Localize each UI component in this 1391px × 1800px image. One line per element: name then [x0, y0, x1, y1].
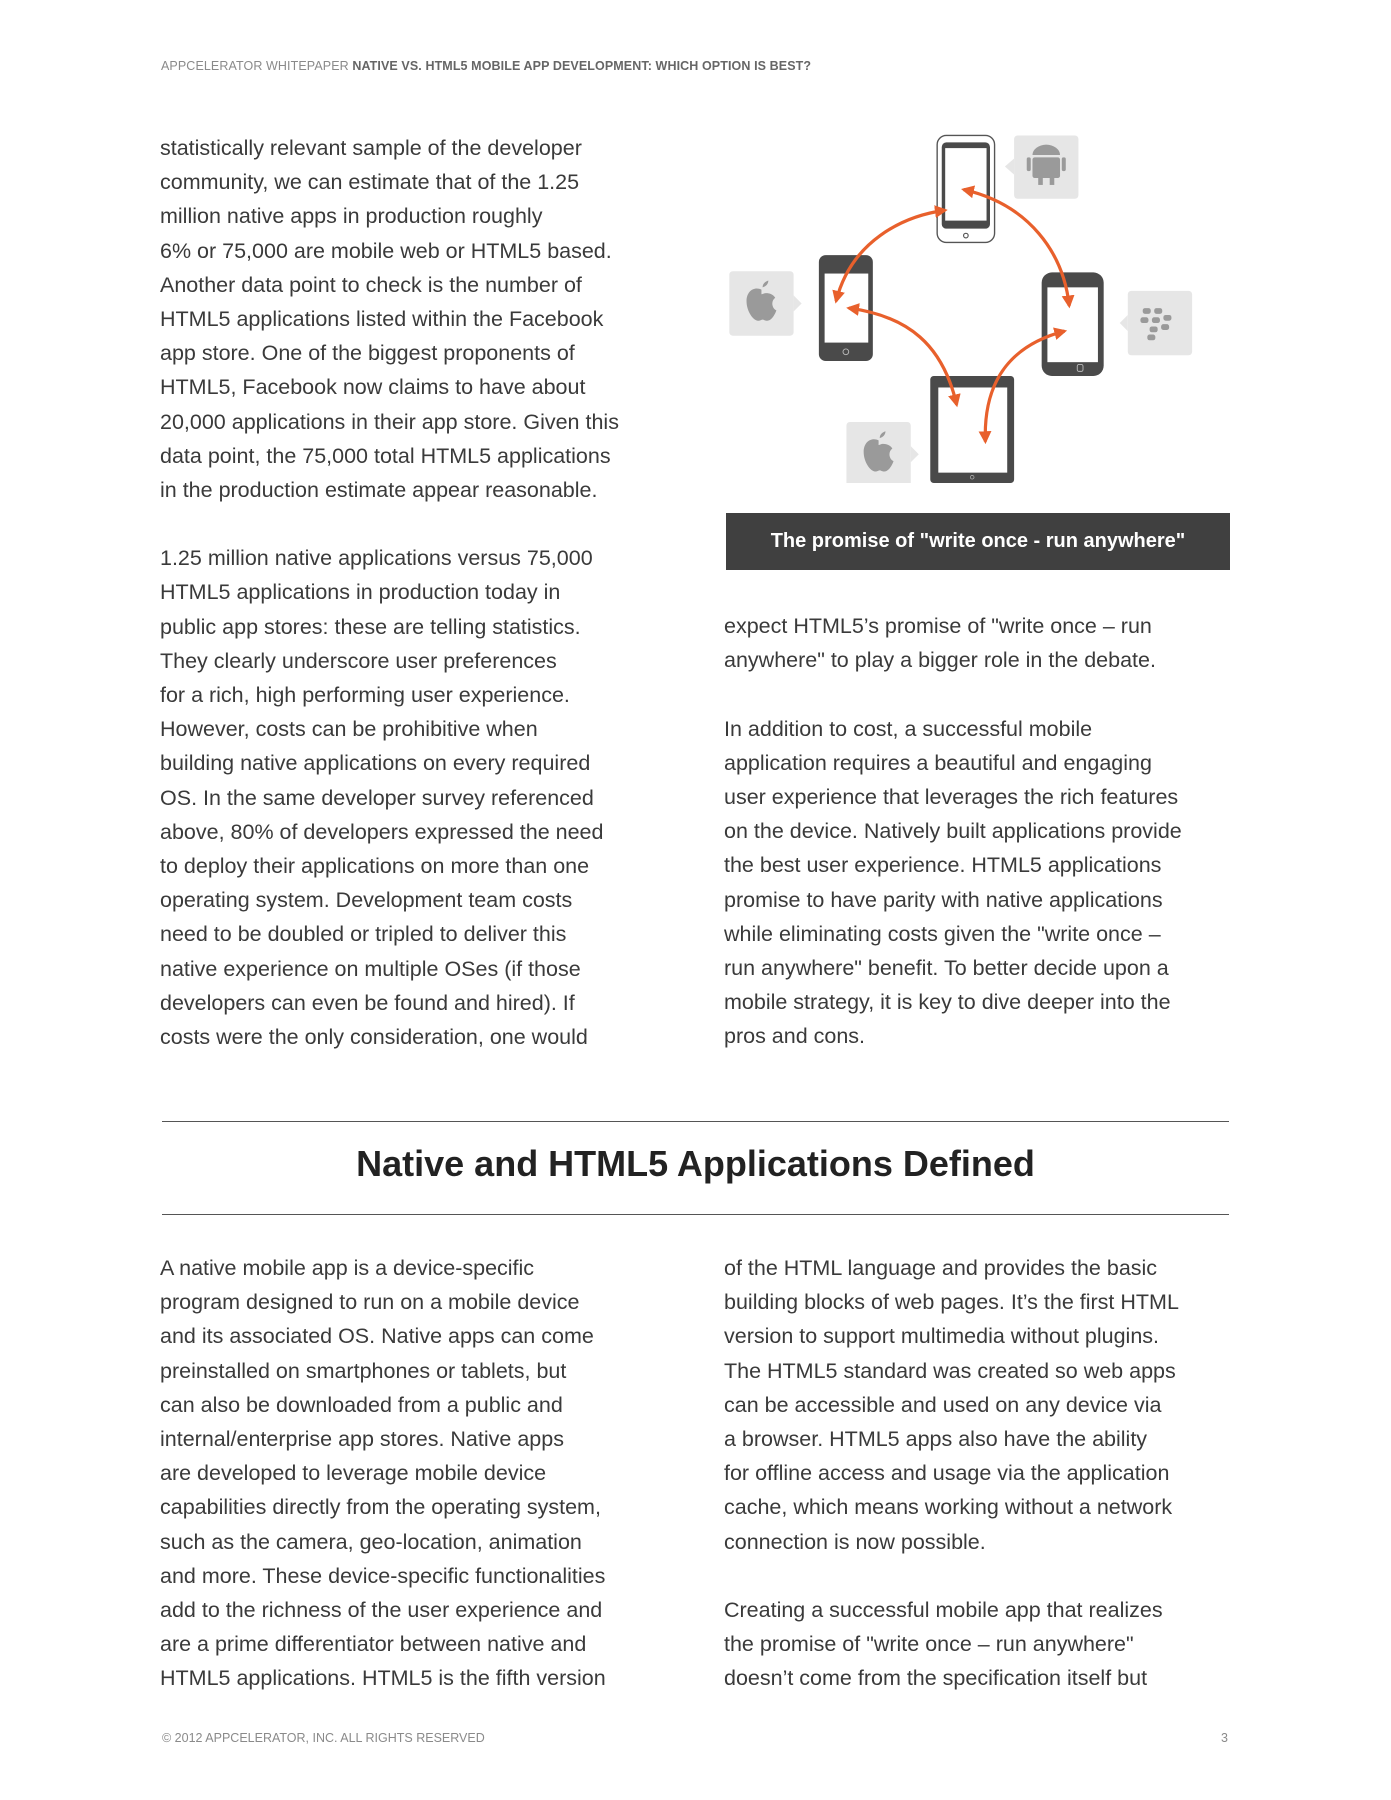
text-line: such as the camera, geo-location, animation	[160, 1529, 582, 1554]
text-line: a browser. HTML5 apps also have the ability	[724, 1426, 1148, 1451]
text-line: for offline access and usage via the application	[724, 1461, 1170, 1486]
section-rule-top	[162, 1121, 1229, 1122]
text-line: developers can even be found and hired). If	[160, 990, 575, 1015]
apple-icon	[729, 271, 801, 335]
text-line: preinstalled on smartphones or tablets, but	[160, 1358, 567, 1383]
text-line: capabilities directly from the operating system,	[160, 1495, 601, 1520]
text-line: expect HTML5’s promise of "write once – run	[724, 614, 1152, 638]
blackberry-icon	[1120, 291, 1192, 355]
text-line: operating system. Development team costs	[160, 888, 573, 913]
text-line: community, we can estimate that of the 1.25	[160, 170, 580, 195]
text-line: However, costs can be prohibitive when	[160, 717, 538, 742]
text-line: mobile strategy, it is key to dive deeper into the	[724, 990, 1171, 1015]
body-column-bottom-left	[160, 1251, 606, 1695]
text-line: for a rich, high performing user experience.	[160, 683, 570, 707]
text-line: run anywhere" benefit. To better decide upon a	[724, 955, 1169, 980]
text-line: promise to have parity with native applications	[724, 887, 1163, 912]
text-line: anywhere" to play a bigger role in the debate.	[724, 648, 1156, 673]
text-line: connection is now possible.	[724, 1529, 986, 1554]
section-rule-bottom	[162, 1214, 1229, 1215]
text-line: HTML5, Facebook now claims to have about	[160, 375, 586, 400]
text-line: app store. One of the biggest proponents of	[160, 341, 575, 366]
text-line: public app stores: these are telling statistics.	[160, 614, 581, 639]
text-line: to deploy their applications on more than one	[160, 853, 590, 878]
text-line: in the production estimate appear reasonable.	[160, 477, 598, 502]
text-line: while eliminating costs given the "write once –	[724, 921, 1161, 946]
text-line: the best user experience. HTML5 applications	[724, 853, 1162, 878]
text-line: and its associated OS. Native apps can come	[160, 1324, 594, 1349]
text-line: Creating a successful mobile app that realizes	[724, 1597, 1163, 1622]
figure-caption: The promise of "write once - run anywhere"	[726, 513, 1230, 570]
text-line: They clearly underscore user preferences	[160, 648, 557, 673]
text-line: cache, which means working without a network	[724, 1495, 1173, 1520]
iphone	[819, 255, 873, 361]
text-line: The HTML5 standard was created so web apps	[724, 1358, 1176, 1383]
text-line: are developed to leverage mobile device	[160, 1461, 547, 1486]
text-line: add to the richness of the user experience and	[160, 1597, 603, 1622]
text-line: million native apps in production roughly	[160, 204, 543, 229]
text-line: of the HTML language and provides the basic	[724, 1256, 1158, 1280]
body-column-top-left	[160, 131, 619, 1054]
text-line: HTML5 applications. HTML5 is the fifth version	[160, 1666, 606, 1691]
apple-icon	[846, 422, 918, 483]
page-number: 3	[1221, 1731, 1228, 1745]
paragraph-gap	[724, 1559, 1179, 1593]
text-line: data point, the 75,000 total HTML5 applications	[160, 443, 611, 468]
text-line: program designed to run on a mobile device	[160, 1290, 580, 1315]
text-line: application requires a beautiful and engaging	[724, 750, 1152, 775]
text-line: user experience that leverages the rich features	[724, 784, 1179, 809]
text-line: the promise of "write once – run anywhere"	[724, 1632, 1134, 1657]
paragraph-gap	[160, 507, 619, 541]
section-heading: Native and HTML5 Applications Defined	[356, 1143, 1035, 1184]
body-column-top-right	[724, 609, 1182, 1053]
running-header	[161, 59, 811, 73]
text-line: costs were the only consideration, one would	[160, 1024, 588, 1049]
text-line: can also be downloaded from a public and	[160, 1392, 563, 1417]
text-line: OS. In the same developer survey referenced	[160, 785, 594, 810]
text-line: HTML5 applications listed within the Facebook	[160, 306, 604, 331]
text-line: A native mobile app is a device-specific	[160, 1256, 535, 1280]
text-line: statistically relevant sample of the developer	[160, 136, 582, 160]
text-line: need to be doubled or tripled to deliver this	[160, 922, 567, 947]
text-line: on the device. Natively built applications provide	[724, 819, 1182, 844]
write-once-run-anywhere-figure	[727, 132, 1230, 483]
text-line: internal/enterprise app stores. Native apps	[160, 1426, 564, 1451]
ipad	[930, 376, 1014, 483]
header-title: NATIVE VS. HTML5 MOBILE APP DEVELOPMENT: WHICH OPTION IS BEST?	[352, 59, 812, 73]
footer-copyright: © 2012 APPCELERATOR, INC. ALL RIGHTS RESERVED	[162, 1731, 485, 1745]
text-line: 6% or 75,000 are mobile web or HTML5 based.	[160, 238, 612, 263]
android-icon	[1005, 135, 1078, 198]
text-line: Another data point to check is the number of	[160, 272, 582, 297]
text-line: 20,000 applications in their app store. Given this	[160, 409, 619, 434]
text-line: are a prime differentiator between native and	[160, 1632, 587, 1657]
header-prefix: APPCELERATOR WHITEPAPER	[161, 59, 349, 73]
text-line: pros and cons.	[724, 1024, 866, 1049]
text-line: In addition to cost, a successful mobile	[724, 716, 1093, 741]
text-line: above, 80% of developers expressed the need	[160, 819, 604, 844]
text-line: native experience on multiple OSes (if those	[160, 956, 581, 981]
text-line: and more. These device-specific functionalities	[160, 1563, 606, 1588]
text-line: can be accessible and used on any device via	[724, 1392, 1162, 1417]
text-line: building blocks of web pages. It’s the first HTML	[724, 1290, 1179, 1315]
body-column-bottom-right	[724, 1251, 1179, 1695]
paragraph-gap	[724, 677, 1182, 711]
text-line: HTML5 applications in production today in	[160, 580, 561, 605]
blackberry-phone	[1042, 272, 1104, 376]
text-line: doesn’t come from the specification itself but	[724, 1666, 1148, 1691]
text-line: 1.25 million native applications versus 75,000	[160, 546, 593, 571]
text-line: version to support multimedia without plugins.	[724, 1324, 1159, 1349]
text-line: building native applications on every required	[160, 751, 591, 776]
